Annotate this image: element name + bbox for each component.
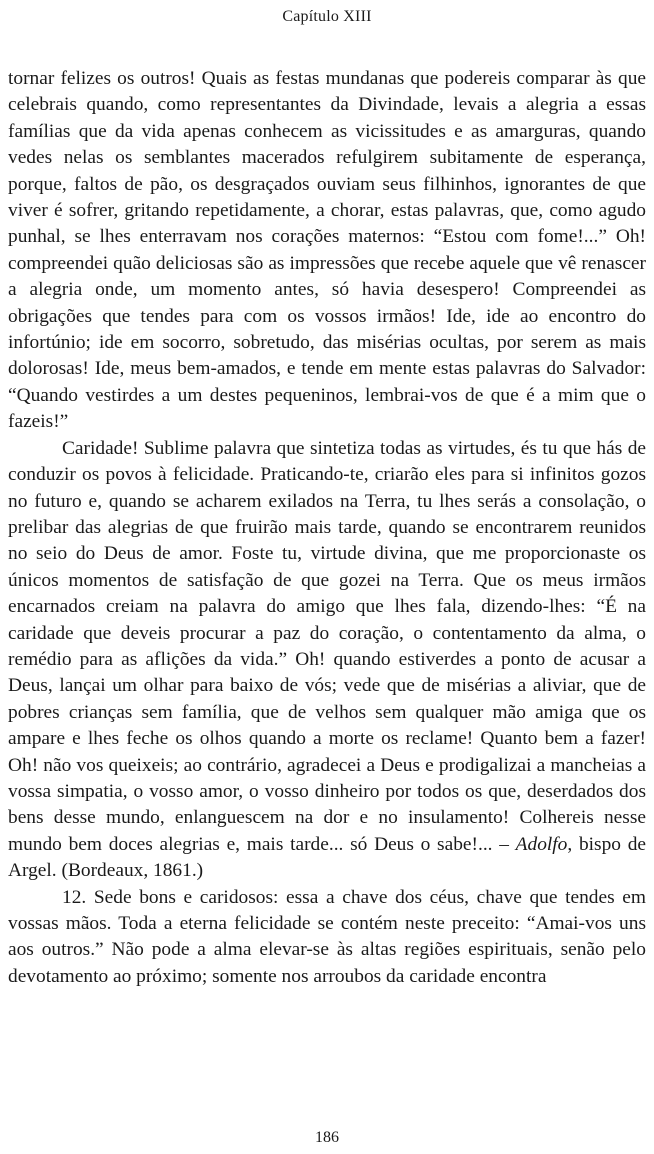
author-name: Adolfo [515,833,568,855]
paragraph-caridade [8,436,646,885]
paragraph-12 [8,885,646,991]
body-text [8,66,646,990]
page-number: 186 [315,1129,339,1146]
author-signature: , bispo de Argel. (Bordeaux, 1861.) [8,833,647,882]
paragraph-number: 12. [62,886,87,908]
paragraph-continuation: tornar felizes os outros! Quais as festas mundanas que podereis comparar às que celebrais quando, como representantes da Divindade, levais a alegria a essas famílias que da vida apenas conhecem as vicissitudes e as amarguras, quando vedes nelas os semblantes macerados refulgirem subitamente de esperança, porque, faltos de pão, os desgraçados ouviam seus filhinhos, ignorantes de que viver é sofrer, gritando repetidamente, a chorar, estas palavras, que, como agudo punhal, se lhes enterravam nos corações maternos: “Estou com fome!...” Oh! compreendei quão deliciosas são as impressões que recebe aquele que vê renascer a alegria onde, um momento antes, só havia desespero! Compreendei as obrigações que tendes para com os vossos irmãos! Ide, ide ao encontro do infortúnio; ide em socorro, sobretudo, das misérias ocultas, por serem as mais dolorosas! Ide, meus bem-amados, e tende em mente estas palavras do Salvador: “Quando vestirdes a um destes pequeninos, lembrai-vos de que é a mim que o fazeis!” [8,68,646,433]
paragraph-12-text: Sede bons e caridosos: essa a chave dos céus, chave que tendes em vossas mãos. Toda a eterna felicidade se contém neste preceito: “Amai-vos uns aos outros.” Não pode a alma elevar-se às altas regiões espirituais, senão pelo devotamento ao próximo; somente nos arroubos da caridade encontra [8,886,646,987]
running-head: Capítulo XIII [282,8,372,25]
paragraph-caridade-text: Caridade! Sublime palavra que sintetiza todas as virtudes, és tu que hás de conduzir os povos à felicidade. Praticando-te, criarão eles para si infinitos gozos no futuro e, quando se acharem exilados na Terra, tu lhes serás a consolação, o prelibar das alegrias de que fruirão mais tarde, quando se encontrarem reunidos no seio do Deus de amor. Foste tu, virtude divina, que me proporcionaste os únicos momentos de satisfação de que gozei na Terra. Que os meus irmãos encarnados creiam na palavra do amigo que lhes fala, dizendo-lhes: “É na caridade que deveis procurar a paz do coração, o contentamento da alma, o remédio para as aflições da vida.” Oh! quando estiverdes a ponto de acusar a Deus, lançai um olhar para baixo de vós; vede que de misérias a aliviar, que de pobres crianças sem família, que de velhos sem qualquer mão amiga que os ampare e lhes feche os olhos quando a morte os reclame! Quanto bem a fazer! Oh! não vos queixeis; ao contrário, agradecei a Deus e prodigalizai a mancheias a vossa simpatia, o vosso amor, o vosso dinheiro por todos os que, deserdados dos bens desse mundo, enlanguescem na dor e no insulamento! Colhereis nesse mundo bem doces alegrias e, mais tarde... só Deus o sabe!... – [8,437,646,855]
